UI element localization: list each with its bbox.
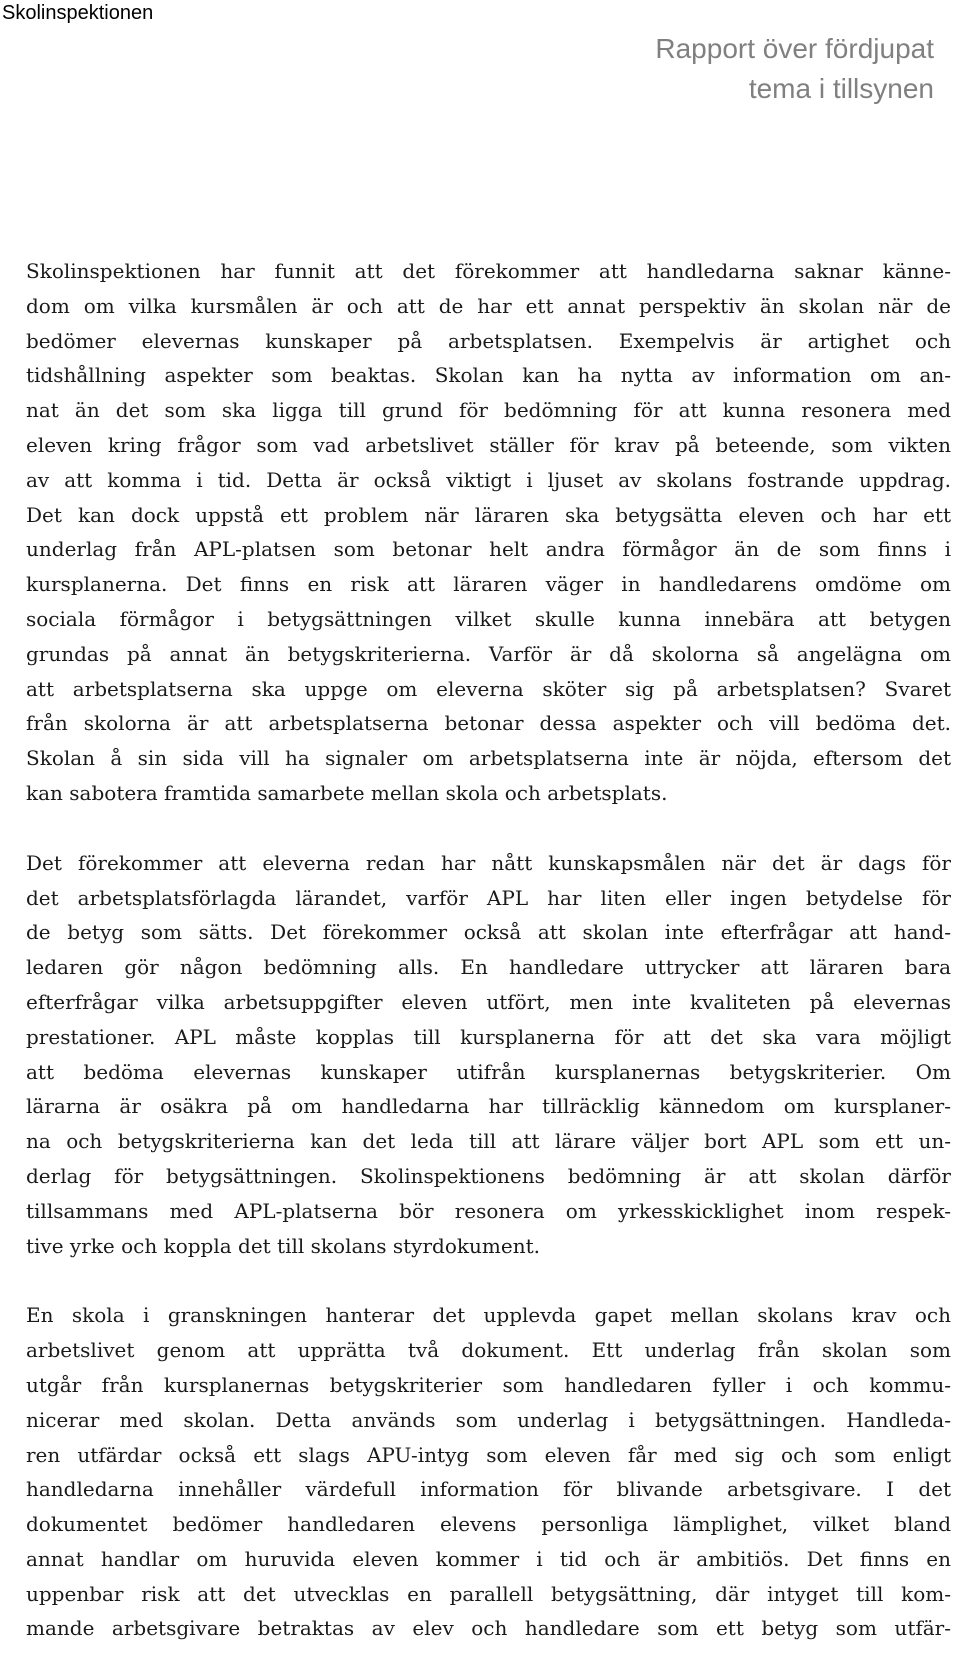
text-line: Det förekommer att eleverna redan har nått kunskapsmålen när det är dags för: [26, 850, 951, 875]
text-line: efterfrågar vilka arbetsuppgifter eleven utfört, men inte kvaliteten på elevernas: [26, 989, 951, 1014]
text-line: handledarna innehåller värdefull information för blivande arbetsgivare. I det: [26, 1477, 951, 1502]
text-line: derlag för betygsättningen. Skolinspektionens bedömning är att skolan därför: [26, 1163, 951, 1188]
text-line: uppenbar risk att det utvecklas en parallell betygsättning, där intyget till kom-: [26, 1581, 951, 1606]
text-line: En skola i granskningen hanterar det upplevda gapet mellan skolans krav och: [26, 1303, 951, 1328]
text-line: tillsammans med APL-platserna bör resonera om yrkesskicklighet inom respek-: [26, 1198, 951, 1223]
report-title: [655, 29, 934, 109]
text-line: bedömer elevernas kunskaper på arbetsplatsen. Exempelvis är artighet och: [26, 328, 951, 353]
text-line: annat handlar om huruvida eleven kommer i tid och är ambitiös. Det finns en: [26, 1546, 951, 1571]
text-line: Skolinspektionen har funnit att det förekommer att handledarna saknar känne-: [26, 259, 951, 283]
text-line: lärarna är osäkra på om handledarna har tillräcklig kännedom om kursplaner-: [26, 1094, 951, 1119]
text-line: det arbetsplatsförlagda lärandet, varför APL har liten eller ingen betydelse för: [26, 885, 951, 910]
text-line: Det kan dock uppstå ett problem när läraren ska betygsätta eleven och har ett: [26, 502, 951, 527]
text-line: mande arbetsgivare betraktas av elev och handledare som ett betyg som utfär-: [26, 1616, 951, 1641]
report-body: [26, 254, 951, 1646]
text-line: från skolorna är att arbetsplatserna betonar dessa aspekter och vill bedöma det.: [26, 711, 951, 736]
text-line: grundas på annat än betygskriterierna. Varför är då skolorna så angelägna om: [26, 641, 951, 666]
text-line: dom om vilka kursmålen är och att de har ett annat perspektiv än skolan när de: [26, 293, 951, 318]
text-line: na och betygskriterierna kan det leda till att lärare väljer bort APL som ett un-: [26, 1129, 951, 1154]
text-line: utgår från kursplanernas betygskriterier som handledaren fyller i och kommu-: [26, 1372, 951, 1397]
text-line: dokumentet bedömer handledaren elevens personliga lämplighet, vilket bland: [26, 1512, 951, 1537]
text-line: att bedöma elevernas kunskaper utifrån kursplanernas betygskriterier. Om: [26, 1059, 951, 1084]
report-title-line: Rapport över fördjupat: [655, 33, 934, 64]
text-line: prestationer. APL måste kopplas till kursplanerna för att det ska vara möjligt: [26, 1024, 951, 1049]
text-line: de betyg som sätts. Det förekommer också att skolan inte efterfrågar att hand-: [26, 920, 951, 945]
text-line: sociala förmågor i betygsättningen vilket skulle kunna innebära att betygen: [26, 606, 951, 631]
text-line: kan sabotera framtida samarbete mellan skola och arbetsplats.: [26, 780, 668, 805]
report-title-line: tema i tillsynen: [748, 73, 934, 104]
text-line: eleven kring frågor som vad arbetslivet ställer för krav på beteende, som vikten: [26, 432, 951, 457]
text-line: underlag från APL-platsen som betonar helt andra förmågor än de som finns i: [26, 537, 951, 562]
organization-name: Skolinspektionen: [2, 2, 154, 24]
text-line: tidshållning aspekter som beaktas. Skolan kan ha nytta av information om an-: [26, 363, 951, 388]
text-line: nat än det som ska ligga till grund för bedömning för att kunna resonera med: [26, 398, 951, 423]
text-line: att arbetsplatserna ska uppge om eleverna sköter sig på arbetsplatsen? Svaret: [26, 676, 951, 701]
text-line: ledaren gör någon bedömning alls. En handledare uttrycker att läraren bara: [26, 955, 951, 980]
text-line: kursplanerna. Det finns en risk att läraren väger in handledarens omdöme om: [26, 572, 951, 597]
paragraph: [26, 846, 951, 1264]
text-line: av att komma i tid. Detta är också viktigt i ljuset av skolans fostrande uppdrag.: [26, 467, 951, 492]
paragraph: [26, 254, 951, 811]
text-line: tive yrke och koppla det till skolans styrdokument.: [26, 1233, 540, 1258]
text-line: ren utfärdar också ett slags APU-intyg som eleven får med sig och som enligt: [26, 1442, 951, 1467]
text-line: Skolan å sin sida vill ha signaler om arbetsplatserna inte är nöjda, eftersom det: [26, 746, 951, 771]
text-line: nicerar med skolan. Detta används som underlag i betygsättningen. Handleda-: [26, 1407, 951, 1432]
paragraph: [26, 1298, 951, 1646]
text-line: arbetslivet genom att upprätta två dokument. Ett underlag från skolan som: [26, 1338, 951, 1363]
